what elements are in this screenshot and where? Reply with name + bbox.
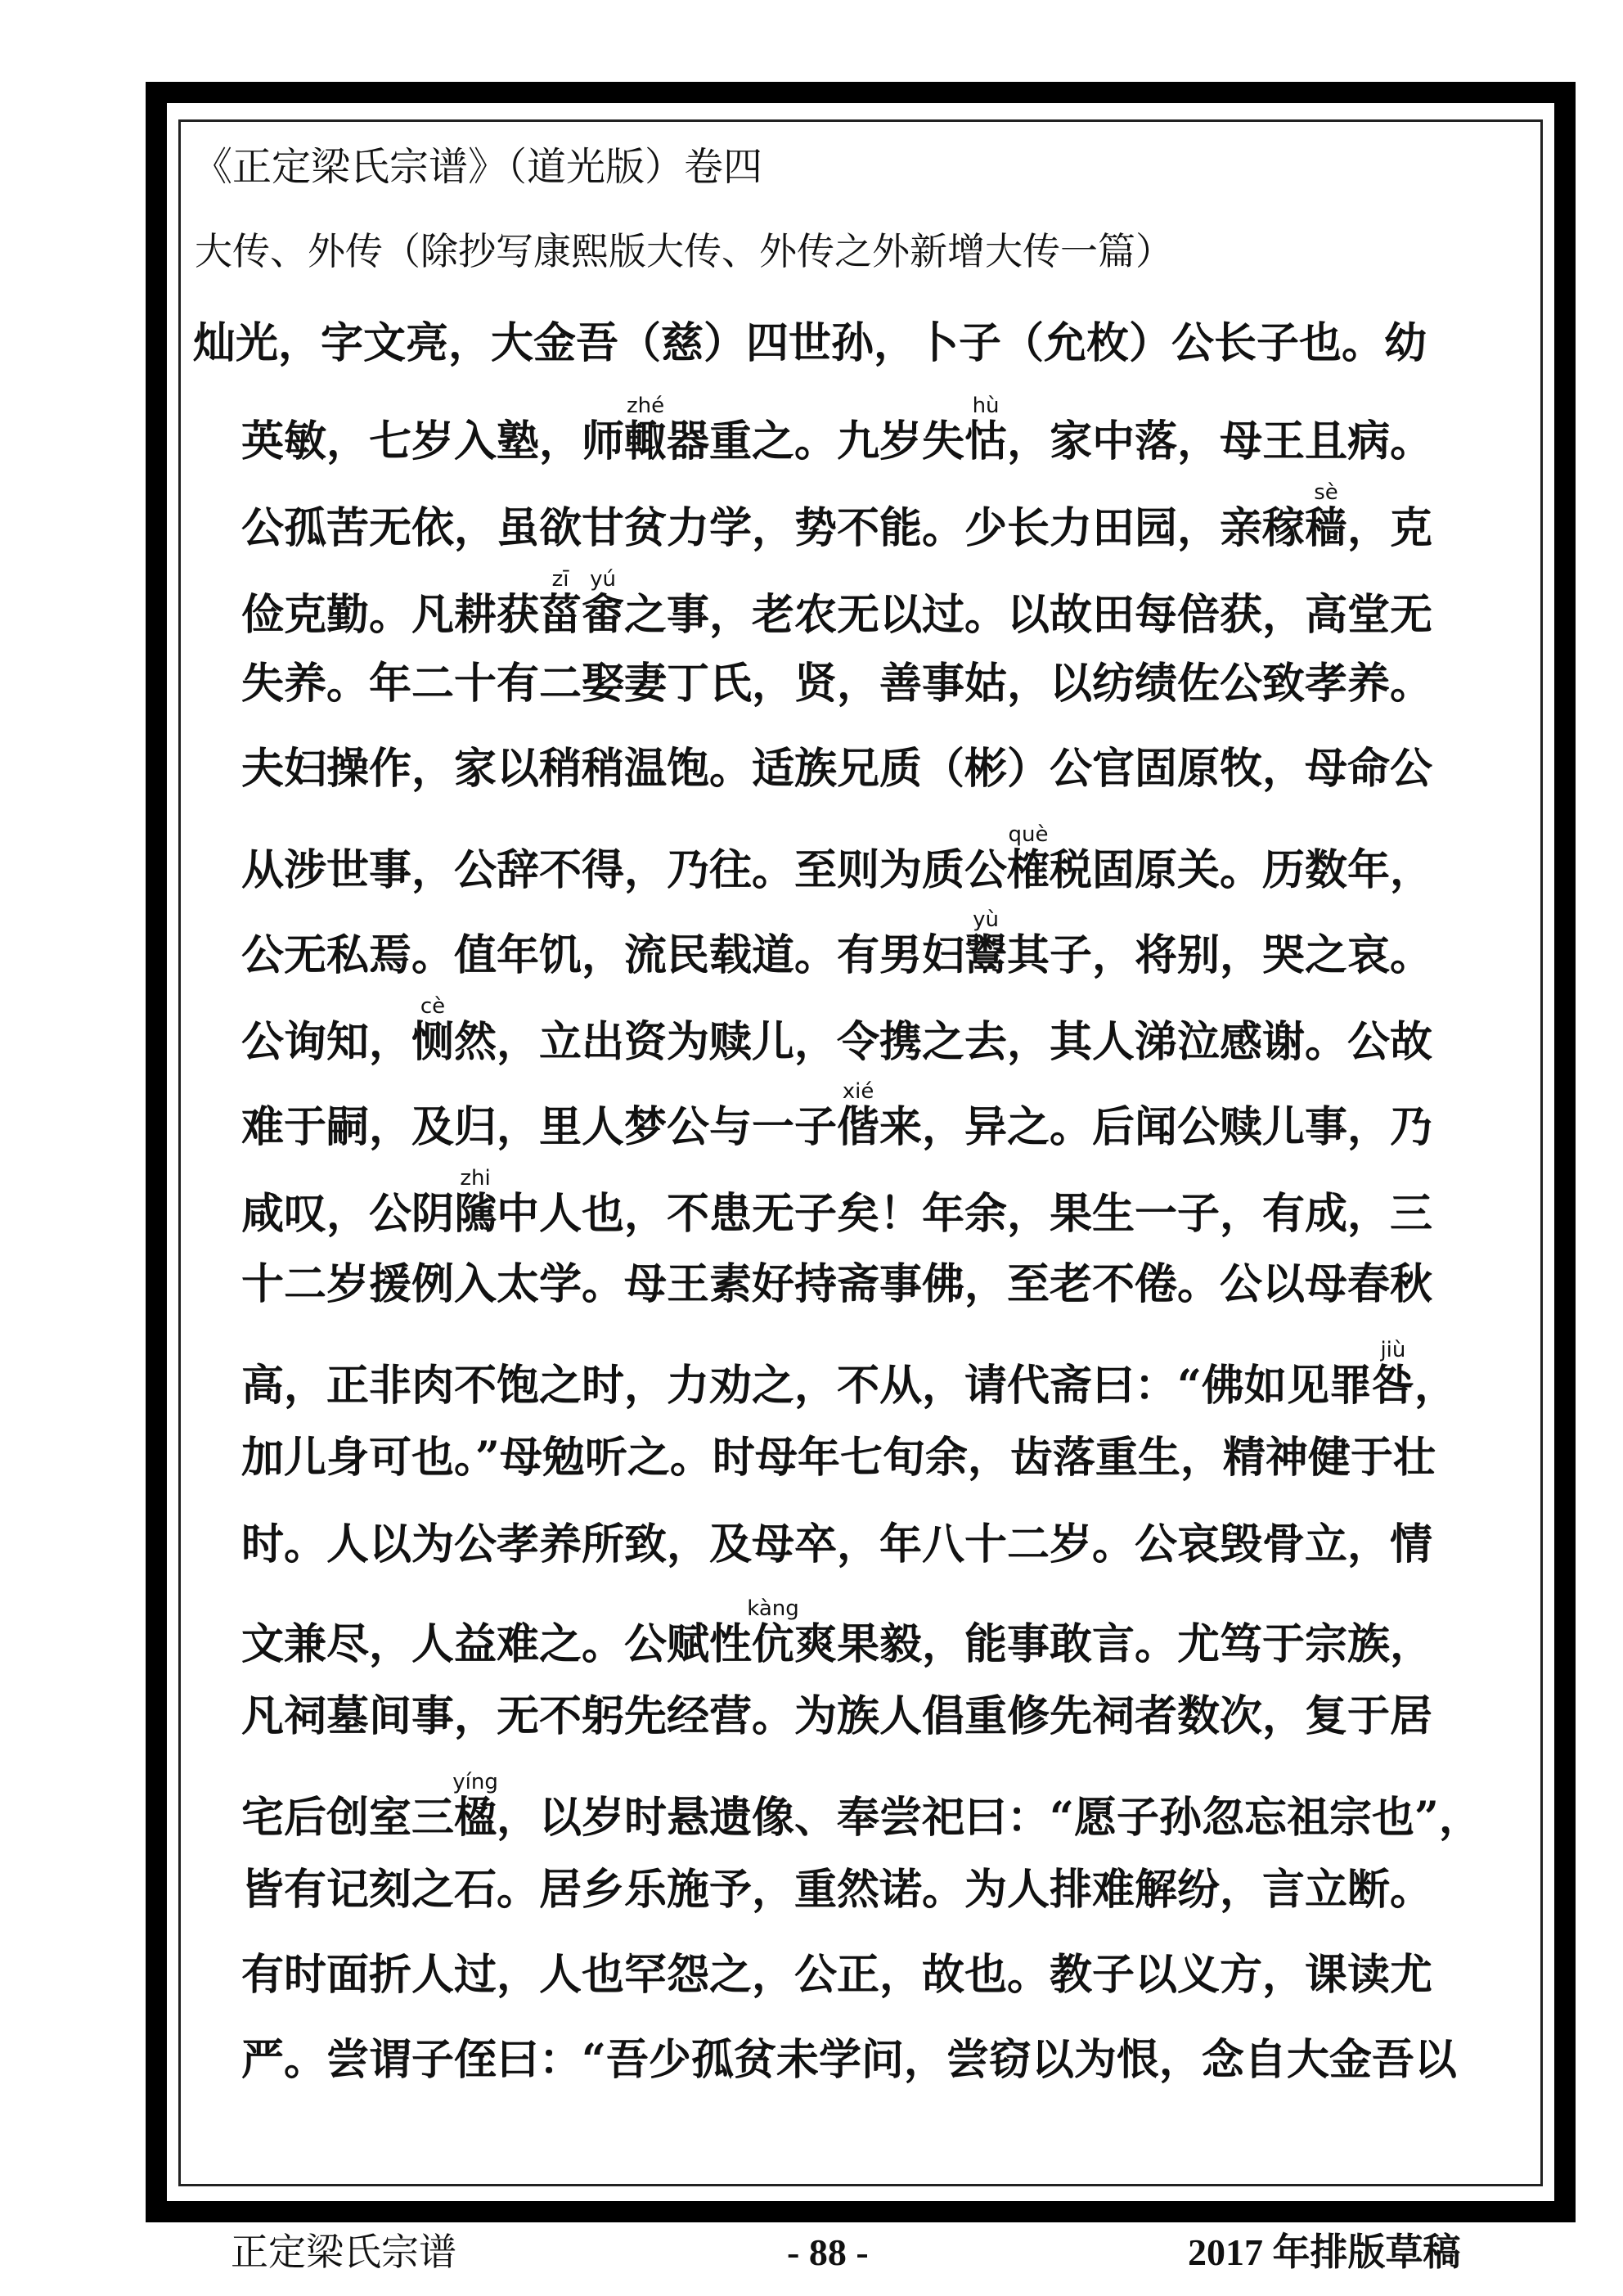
annotated-character-base: 菑 [539,590,582,640]
annotated-character-base: 偕 [837,1102,880,1152]
annotated-character-base: 畬 [582,590,625,640]
text-segment: 夫妇操作，家以稍稍温饱。适族兄质（彬）公官固原牧，母命公 [241,744,1433,794]
pinyin-annotation: hù [964,394,1008,418]
text-line [241,1772,1481,1851]
text-segment: 然，立出资为赎儿，令携之去，其人涕泣感谢。公故 [454,1017,1433,1067]
text-segment: 高，正非肉不饱之时，力劝之，不从，请代斋曰：“佛如见罪 [241,1361,1372,1411]
text-line [241,907,1433,988]
annotated-character-base: 恻 [411,1017,455,1067]
annotated-character-base: 怙 [964,416,1008,466]
text-segment: ，克 [1347,503,1433,553]
text-segment: 来，异之。后闻公赎儿事，乃 [879,1102,1433,1152]
footer-draft-note: 2017 年排版草稿 [1188,2231,1461,2273]
pinyin-annotation: sè [1305,480,1348,505]
text-segment: ， [1414,1361,1457,1411]
text-segment: 失养。年二十有二娶妻丁氏，贤，善事姑，以纺绩佐公致孝养。 [241,659,1433,709]
annotated-character [1007,822,1050,895]
pinyin-annotation: kàng [747,1596,799,1621]
pinyin-annotation: què [1007,822,1050,847]
annotated-character-base: 伉 [747,1619,799,1669]
annotated-character-base: 咎 [1371,1361,1414,1411]
text-line [241,569,1432,648]
pinyin-annotation: jiù [1371,1338,1414,1362]
footer-book-title: 正定梁氏宗谱 [231,2231,456,2273]
annotated-character [964,394,1008,466]
pinyin-annotation: cè [411,994,455,1019]
text-segment: 中人也，不患无子矣！年余，果生一子，有成，三 [497,1189,1433,1239]
text-line [193,311,1427,376]
text-line [241,1596,1433,1677]
text-line [241,651,1432,717]
text-segment: 器重之。九岁失 [667,416,965,466]
annotated-character [539,567,582,640]
text-segment: 灿光，字文亮，大金吾（慈）四世孙，卜子（允枚）公长子也。幼 [193,318,1427,368]
section-title: 大传、外传（除抄写康熙版大传、外传之外新增大传一篇） [195,229,1173,273]
text-segment: 其子，将别，哭之哀。 [1007,930,1433,980]
pinyin-annotation: zhé [624,394,668,418]
annotated-character-base: 輙 [624,416,668,466]
text-segment: 时。人以为公孝养所致，及母卒，年八十二岁。公哀毁骨立，情 [241,1519,1433,1569]
text-line [241,994,1433,1075]
text-segment: 文兼尽，人益难之。公赋性 [241,1619,753,1669]
text-segment: 公孤苦无依，虽欲甘贫力学，势不能。少长力田园，亲稼 [241,503,1306,553]
pinyin-annotation: zī [539,567,582,592]
text-segment: 公无私焉。值年饥，流民载道。有男妇 [241,930,965,980]
annotated-character [964,907,1008,980]
text-segment: 加儿身可也。”母勉听之。时母年七旬余，齿落重生，精神健于壮 [241,1433,1436,1483]
text-line [241,822,1433,903]
annotated-character-base: 榷 [1007,845,1050,895]
text-segment: 爽果毅，能事敢言。尤笃于宗族， [794,1619,1433,1669]
annotated-character-base: 隲 [454,1189,497,1239]
text-segment: 有时面折人过，人也罕怨之，公正，故也。教子以义方，课读尤 [241,1950,1433,2000]
text-segment: 严。尝谓子侄曰：“吾少孤贫未学问，尝窃以为恨，念自大金吾以 [241,2035,1457,2085]
text-segment: ，家中落，母王且病。 [1007,416,1433,466]
annotated-character-base: 楹 [452,1793,498,1843]
text-line [241,396,1432,475]
text-segment: 英敏，七岁入塾，师 [241,416,625,466]
annotated-character [454,1166,497,1239]
footer-page-number: - 88 - [787,2231,869,2273]
annotated-character [1371,1338,1414,1411]
text-segment: 之事，老农无以过。以故田每倍获，高堂无 [624,590,1433,640]
pinyin-annotation: yú [582,567,625,592]
annotated-character [411,994,455,1067]
pinyin-annotation: zhi [454,1166,497,1191]
annotated-character [1305,480,1348,553]
text-segment: 十二岁援例入太学。母王素好持斋事佛，至老不倦。公以母春秋 [241,1259,1433,1309]
text-segment: 难于嗣，及归，里人梦公与一子 [241,1102,838,1152]
annotated-character [747,1596,799,1669]
pinyin-annotation: yíng [452,1770,498,1794]
text-line [241,1340,1457,1419]
text-line [241,1857,1432,1923]
text-segment: 咸叹，公阴 [241,1189,455,1239]
text-segment: 俭克勤。凡耕获 [241,590,540,640]
text-segment: 税固原关。历数年， [1050,845,1433,895]
text-line [241,1168,1432,1247]
text-line [241,1943,1432,2008]
annotated-character [452,1770,498,1843]
text-line [241,1512,1432,1578]
text-segment: 从涉世事，公辞不得，乃往。至则为质公 [241,845,1008,895]
annotated-character [837,1079,880,1152]
text-line [241,1684,1432,1749]
text-line [241,1425,1436,1491]
annotated-character-base: 鬻 [964,930,1008,980]
text-segment: 凡祠墓间事，无不躬先经营。为族人倡重修先祠者数次，复于居 [241,1691,1433,1741]
pinyin-annotation: yù [964,907,1008,932]
text-line [241,2028,1457,2093]
volume-title: 《正定梁氏宗谱》（道光版）卷四 [193,144,763,190]
text-line [241,1252,1432,1317]
text-line [241,736,1432,802]
annotated-character [624,394,668,466]
text-segment: 皆有记刻之石。居乡乐施予，重然诺。为人排难解纷，言立断。 [241,1865,1433,1915]
annotated-character-base: 穑 [1305,503,1348,553]
pinyin-annotation: xié [837,1079,880,1104]
text-segment: 公询知， [241,1017,412,1067]
annotated-character [582,567,625,640]
text-segment: ，以岁时悬遗像、奉尝祀曰：“愿子孙忽忘祖宗也”， [497,1793,1481,1843]
text-line [241,1079,1433,1160]
text-segment: 宅后创室三 [241,1793,455,1843]
text-line [241,480,1433,561]
